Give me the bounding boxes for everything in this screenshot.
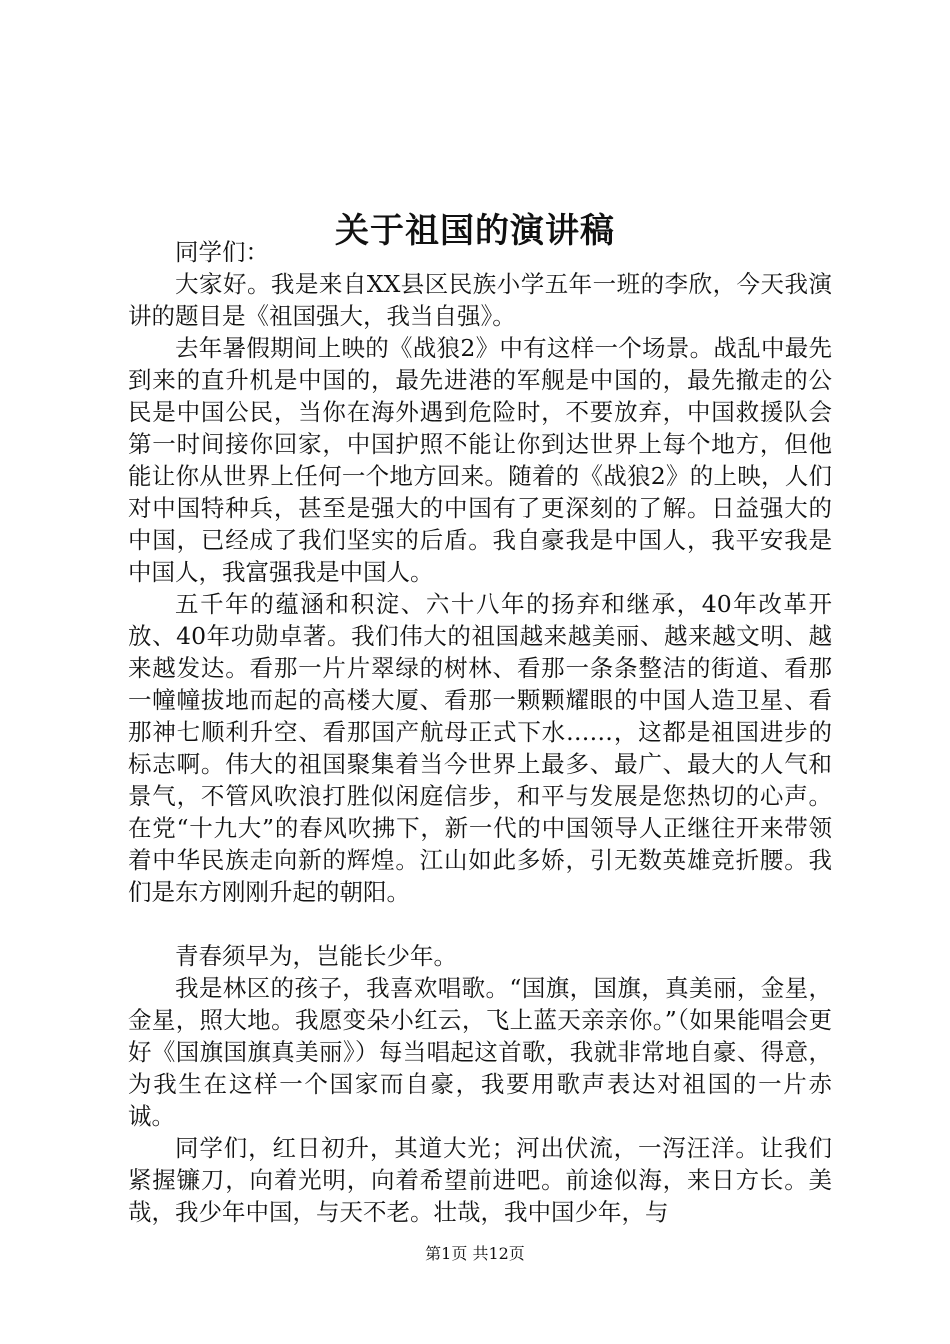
closing-paragraph: 同学们，红日初升，其道大光；河出伏流，一泻汪洋。让我们紧握镰刀，向着光明，向着希望前进吧。前途似海，来日方长。美哉，我少年中国，与天不老。壮哉，我中国少年，与: [128, 1134, 832, 1226]
page-number-footer: 第1页 共12页: [425, 1244, 525, 1263]
achievements-paragraph: 五千年的蕴涵和积淀、六十八年的扬弃和继承，40年改革开放、40年功勋卓著。我们伟大的祖国越来越美丽、越来越文明、越来越发达。看那一片片翠绿的树林、看那一条条整洁的街道、看那一幢幢拔地而起的高楼大厦、看那一颗颗耀眼的中国人造卫星、看那神七顺利升空、看那国产航母正式下水……，这都是祖国进步的标志啊。伟大的祖国聚集着当今世界上最多、最广、最大的人气和景气，不管风吹浪打胜似闲庭信步，和平与发展是您热切的心声。在党“十九大”的春风吹拂下，新一代的中国领导人正继往开来带领着中华民族走向新的辉煌。江山如此多娇，引无数英雄竞折腰。我们是东方刚刚升起的朝阳。: [128, 590, 832, 906]
wolf-warrior-paragraph: 去年暑假期间上映的《战狼2》中有这样一个场景。战乱中最先到来的直升机是中国的，最先进港的军舰是中国的，最先撤走的公民是中国公民，当你在海外遇到危险时，不要放弃，中国救援队会第一时间接你回家，中国护照不能让你到达世界上每个地方，但他能让你从世界上任何一个地方回来。随着的《战狼2》的上映，人们对中国特种兵，甚至是强大的中国有了更深刻的了解。日益强大的中国，已经成了我们坚实的后盾。我自豪我是中国人，我平安我是中国人，我富强我是中国人。: [128, 334, 832, 586]
youth-paragraph: 青春须早为，岂能长少年。: [175, 942, 457, 970]
document-title: 关于祖国的演讲稿: [335, 210, 615, 251]
intro-paragraph: 大家好。我是来自XX县区民族小学五年一班的李欣，今天我演讲的题目是《祖国强大，我当自强》。: [128, 270, 832, 330]
salutation-paragraph: 同学们：: [175, 238, 269, 266]
song-paragraph: 我是林区的孩子，我喜欢唱歌。“国旗，国旗，真美丽，金星，金星，照大地。我愿变朵小红云，飞上蓝天亲亲你。”（如果能唱会更好《国旗国旗真美丽》）每当唱起这首歌，我就非常地自豪、得意，为我生在这样一个国家而自豪，我要用歌声表达对祖国的一片赤诚。: [128, 974, 832, 1130]
document-body: [128, 236, 832, 1228]
